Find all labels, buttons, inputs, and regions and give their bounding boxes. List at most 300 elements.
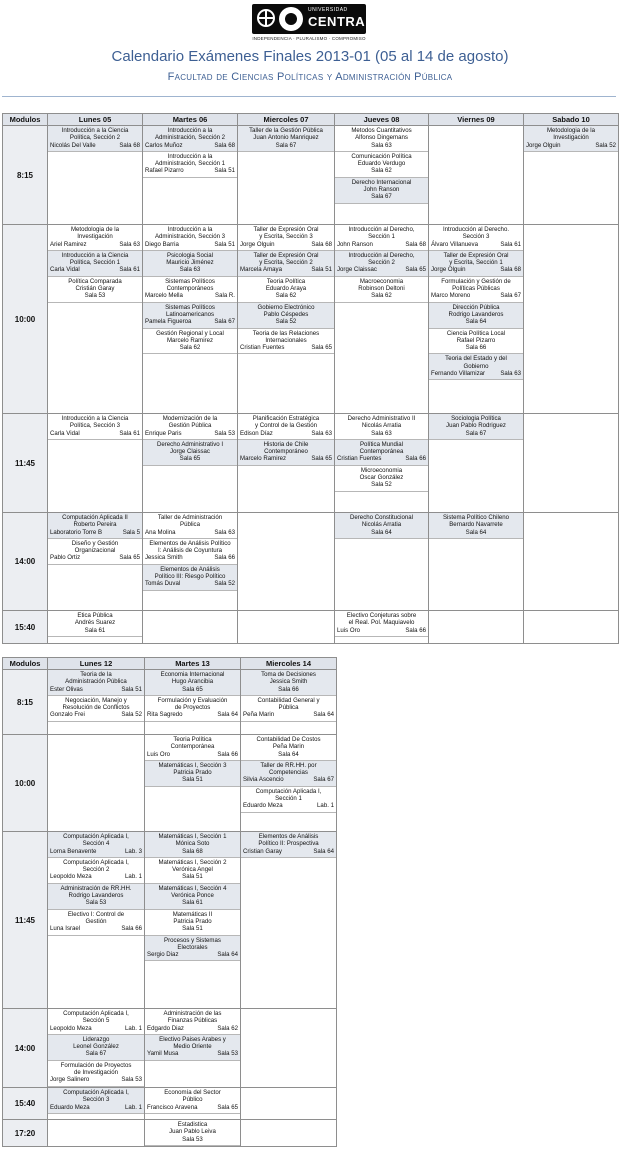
exam-line: de Investigación [73, 1069, 119, 1077]
exam-entry [241, 787, 336, 813]
exam-teacher: Luis Oro [337, 626, 361, 634]
schedule-cell [145, 735, 241, 832]
exam-line: Pública [278, 704, 299, 712]
time-slot-row [3, 1009, 337, 1088]
schedule-cell [524, 126, 619, 225]
exam-room: Lab. 1 [125, 1024, 142, 1032]
exam-teacher: Lorna Benavente [50, 847, 97, 855]
exam-entry [238, 251, 334, 277]
exam-entry [48, 670, 144, 696]
exam-teacher-room [239, 344, 333, 351]
schedule-cell [145, 1009, 241, 1088]
exam-room: Sala 61 [119, 429, 140, 437]
exam-entry [143, 225, 237, 251]
schedule-cell [335, 225, 429, 414]
exam-line: Electivo Paises Arabes y [159, 1035, 226, 1043]
exam-line: Introducción a la Ciencia [61, 415, 129, 422]
exam-line: Introducción a la [167, 226, 213, 233]
exam-line: Pablo Céspedes [263, 310, 309, 318]
exam-line: Contemporánea [170, 743, 215, 751]
exam-line: Procesos y Sistemas [164, 936, 221, 944]
exam-line: Historia de Chile [263, 440, 309, 448]
exam-room: Sala 64 [465, 318, 487, 326]
time-slot-row [3, 126, 619, 225]
column-header-day: Viernes 09 [429, 114, 524, 126]
exam-line: Finanzas Públicas [167, 1017, 218, 1025]
exam-line: Patricia Prado [173, 769, 212, 777]
exam-teacher: Carla Vidal [50, 266, 80, 274]
exam-teacher: Jorge Salinero [50, 1076, 90, 1084]
time-slot-label: 15:40 [3, 611, 48, 644]
exam-teacher-room [49, 686, 143, 693]
schedule-cell [524, 225, 619, 414]
exam-line: Políticas Públicas [452, 285, 500, 293]
exam-teacher: Cristian Fuentes [240, 344, 285, 352]
exam-line: Peña Marin [272, 743, 305, 751]
exam-line: Taller de RR.HH. por [260, 761, 317, 769]
exam-line: Negociación, Manejo y [65, 696, 127, 704]
exam-line: Economía del Sector [164, 1089, 221, 1096]
exam-line: Computación Aplicada II [62, 514, 128, 521]
exam-teacher: Pablo Ortiz [50, 554, 81, 562]
exam-line: Administración Pública [65, 678, 127, 686]
exam-teacher-room [144, 292, 236, 299]
exam-room: Sala 61 [500, 240, 521, 248]
schedule-cell [48, 832, 145, 1009]
schedule-cell [48, 225, 143, 414]
exam-teacher: Edgardo Diaz [147, 1024, 184, 1032]
schedule-cell [48, 1088, 145, 1120]
exam-room: Sala 51 [182, 776, 203, 784]
schedule-cell [145, 832, 241, 1009]
schedule-cell [241, 1120, 337, 1147]
exam-line: Electivo Conjeturas sobre [346, 612, 417, 619]
exam-teacher-room [336, 455, 427, 462]
exam-line: Público [182, 1096, 203, 1104]
exam-room: Sala 68 [500, 266, 521, 274]
page-header [0, 0, 620, 92]
exam-room: Sala 66 [405, 626, 426, 634]
exam-room: Sala 52 [275, 318, 297, 326]
exam-entry [238, 329, 334, 355]
exam-line: Político II: Prospectiva [258, 840, 319, 848]
column-header-modulos: Modulos [3, 114, 48, 126]
schedule-cell [335, 414, 429, 513]
exam-teacher: Carlos Muñoz [145, 141, 183, 149]
exam-teacher: Fernando Villamizar [431, 370, 486, 378]
exam-entry [48, 1088, 144, 1114]
exam-entry [48, 1035, 144, 1061]
schedule-cell [238, 414, 335, 513]
column-header-day: Miercoles 07 [238, 114, 335, 126]
exam-line: Formulación y Evaluación [157, 696, 228, 704]
schedule-cell [429, 414, 524, 513]
exam-line: Elementos de Análisis Político [149, 539, 231, 547]
exam-room: Sala 65 [119, 554, 140, 562]
exam-teacher-room [430, 370, 522, 377]
exam-line: Diseño y Gestión [71, 539, 119, 547]
exam-teacher: Jorge Claissac [337, 266, 377, 274]
column-header-modulos: Modulos [3, 658, 48, 670]
exam-line: Gobierno [463, 362, 489, 370]
exam-entry [143, 539, 237, 565]
exam-line: Alfonso Dingemans [355, 134, 408, 142]
exam-line: Sistemas Políticos [165, 303, 215, 311]
exam-teacher: Pamela Figueroa [145, 318, 192, 326]
exam-entry [145, 1009, 240, 1035]
time-slot-label: 11:45 [3, 414, 48, 513]
exam-room: Sala 64 [371, 528, 392, 536]
exam-teacher-room [49, 1076, 143, 1083]
time-slot-label: 11:45 [3, 832, 48, 1009]
exam-teacher-room [146, 1025, 239, 1032]
exam-line: Derecho Constitucional [349, 514, 413, 521]
page-title: Calendario Exámenes Finales 2013-01 (05 al 14 de agosto) [111, 48, 509, 65]
exam-room: Sala 68 [182, 847, 203, 855]
exam-line: Contabilidad General y [257, 696, 320, 704]
schedule-cell [143, 225, 238, 414]
exam-line: Sección 1 [275, 795, 302, 803]
exam-teacher: Ana Molina [145, 528, 176, 536]
exam-entry [238, 225, 334, 251]
exam-line: Sistema Político Chileno [442, 514, 510, 521]
exam-teacher: Cristian Fuentes [337, 455, 382, 463]
exam-entry [143, 565, 237, 591]
exam-room: Sala 62 [371, 167, 392, 175]
exam-teacher-room [49, 241, 141, 248]
exam-room: Sala 66 [121, 925, 142, 933]
exam-teacher: Leopoldo Meza [50, 1024, 92, 1032]
schedule-cell [48, 513, 143, 611]
exam-line: Dirección Pública [452, 303, 500, 311]
exam-room: Sala 67 [85, 1050, 107, 1058]
schedule-cell [48, 1009, 145, 1088]
exam-entry [48, 277, 142, 303]
schedule-cell [335, 611, 429, 644]
exam-line: Metodologia de la [546, 127, 596, 134]
exam-room: Sala 63 [371, 429, 392, 437]
exam-entry [48, 225, 142, 251]
exam-entry [145, 1120, 240, 1146]
exam-line: y Escrita, Sección 1 [449, 259, 503, 267]
exam-room: Sala 53 [84, 292, 106, 300]
exam-room: Sala 53 [182, 1135, 203, 1143]
exam-room: Sala 67 [214, 318, 235, 326]
exam-line: Jessica Smith [269, 678, 308, 686]
exam-line: y Control de la Gestión [255, 422, 317, 430]
exam-teacher-room [49, 1025, 143, 1032]
exam-teacher-room [144, 580, 236, 587]
exam-entry [143, 513, 237, 539]
exam-teacher-room [49, 529, 141, 536]
exam-teacher: Eduardo Meza [243, 802, 283, 810]
exam-entry [335, 513, 428, 539]
exam-line: Elementos de Análisis [258, 833, 319, 840]
schedule-cell [335, 126, 429, 225]
exam-room: Sala 68 [311, 240, 332, 248]
exam-entry [145, 696, 240, 722]
exam-line: Mauricio Jiménez [166, 259, 214, 267]
exam-room: Sala 65 [179, 455, 201, 463]
exam-room: Sala 68 [214, 141, 235, 149]
exam-entry [145, 1035, 240, 1061]
exam-entry [335, 178, 428, 204]
exam-room: Sala 63 [179, 266, 201, 274]
time-slot-row [3, 735, 337, 832]
exam-line: Introducción a la Ciencia [61, 251, 129, 259]
exam-line: Formulación y Gestión de [441, 277, 511, 285]
exam-entry [238, 126, 334, 152]
exam-line: Estadistica [177, 1121, 208, 1128]
exam-entry [143, 329, 237, 355]
schedule-cell [48, 1120, 145, 1147]
exam-room: Sala 63 [500, 370, 521, 378]
exam-line: Administración, Sección 2 [154, 134, 226, 142]
exam-entry [238, 414, 334, 440]
exam-room: Sala 52 [214, 580, 235, 588]
exam-line: Juan Antonio Manriquez [253, 134, 319, 142]
exam-entry [524, 126, 618, 152]
exam-line: Comunicación Política [351, 152, 412, 160]
exam-room: Sala 61 [182, 899, 203, 907]
exam-line: Sección 1 [368, 233, 395, 241]
exam-entry [335, 440, 428, 466]
exam-entry [143, 414, 237, 440]
exam-teacher-room [49, 266, 141, 273]
exam-entry [143, 440, 237, 466]
exam-line: Marcelo Ramirez [166, 336, 214, 344]
exam-teacher: Laboratorio Torre B [50, 528, 103, 536]
exam-teacher: Jessica Smith [145, 554, 183, 562]
column-header-day: Martes 13 [145, 658, 241, 670]
exam-room: Sala 52 [371, 481, 392, 489]
exam-entry [238, 303, 334, 329]
exam-line: Internacionales [265, 336, 307, 344]
exam-line: Sección 4 [82, 840, 110, 848]
exam-entry [143, 303, 237, 329]
exam-line: Juan Pablo Rodriguez [446, 422, 506, 430]
exam-teacher: Enrique Paris [145, 429, 182, 437]
exam-teacher-room [49, 554, 141, 561]
exam-teacher-room [242, 711, 335, 718]
exam-teacher-room [144, 241, 236, 248]
exam-teacher-room [144, 529, 236, 536]
exam-entry [335, 414, 428, 440]
exam-line: Toma de Decisiones [261, 671, 316, 678]
exam-line: Derecho Internacional [351, 178, 412, 186]
exam-line: Introducción a la [167, 127, 213, 134]
time-slot-row [3, 1088, 337, 1120]
exam-line: Rafael Pizarro [456, 336, 496, 344]
exam-line: Teoria de la [80, 671, 112, 678]
schedule-cell [48, 611, 143, 644]
university-logo [252, 4, 374, 34]
exam-line: Microeconomia [360, 466, 403, 474]
exam-line: Contemporáneo [264, 448, 308, 456]
exam-teacher: Nicolás Del Valle [50, 141, 96, 149]
exam-entry [48, 513, 142, 539]
exam-teacher: Diego Barria [145, 240, 179, 248]
schedule-cell [524, 611, 619, 644]
logo-text-main: CENTRAL [308, 14, 374, 29]
exam-teacher: Marco Moreno [431, 292, 471, 300]
exam-line: Matemáticas I, Sección 1 [158, 833, 227, 840]
exam-line: Hugo Arancibia [171, 678, 214, 686]
schedule-cell [241, 670, 337, 735]
exam-entry [48, 696, 144, 722]
exam-line: Introducción al Derecho, [348, 226, 415, 233]
exam-room: Sala 67 [371, 193, 392, 201]
exam-entry [48, 126, 142, 152]
exam-entry [145, 670, 240, 696]
schedule-cell [48, 414, 143, 513]
exam-entry [145, 735, 240, 761]
exam-room: Sala 51 [214, 240, 235, 248]
exam-room: Sala 63 [214, 528, 235, 536]
exam-line: Administración, Sección 1 [154, 160, 226, 168]
exam-entry [335, 466, 428, 492]
schedule-cell [238, 225, 335, 414]
exam-line: Gestión Regional y Local [156, 329, 224, 337]
exam-teacher-room [242, 802, 335, 809]
exam-line: Etica Pública [77, 612, 113, 619]
exam-entry [145, 1088, 240, 1114]
exam-room: Sala 67 [275, 141, 297, 149]
exam-line: Derecho Administrativo I [156, 440, 224, 448]
exam-line: Medio Oriente [173, 1043, 212, 1051]
exam-teacher: Rita Sagredo [147, 711, 183, 719]
exam-line: Planificación Estratégica [252, 415, 320, 422]
exam-room: Sala 51 [182, 873, 203, 881]
exam-line: Electorales [177, 943, 208, 951]
exam-teacher-room [144, 554, 236, 561]
exam-line: Sección 2 [368, 259, 395, 267]
schedule-cell [238, 126, 335, 225]
schedule-cell [143, 414, 238, 513]
exam-room: Sala 62 [275, 292, 297, 300]
exam-line: Elementos de Análisis [160, 565, 220, 573]
exam-room: Sala 64 [217, 711, 238, 719]
exam-line: Formulación de Proyectos [60, 1061, 132, 1069]
exam-entry [143, 277, 237, 303]
exam-teacher-room [430, 266, 522, 273]
exam-entry [335, 611, 428, 637]
exam-entry [48, 414, 142, 440]
exam-room: Sala 62 [217, 1024, 238, 1032]
exam-entry [429, 277, 523, 303]
exam-teacher: Francisco Aravena [147, 1103, 198, 1111]
exam-line: Política, Sección 1 [69, 259, 121, 267]
exam-teacher: Gonzalo Frei [50, 711, 85, 719]
exam-line: Electivo I: Control de [67, 910, 125, 918]
exam-line: Organizacional [74, 547, 116, 555]
schedule-cell [238, 611, 335, 644]
exam-teacher-room [525, 142, 617, 149]
exam-teacher-room [146, 751, 239, 758]
exam-line: Contemporáneos [166, 285, 214, 293]
exam-room: Sala 65 [311, 344, 332, 352]
exam-room: Lab. 1 [317, 802, 334, 810]
exam-teacher-room [144, 318, 236, 325]
exam-line: Sociologia Política [451, 415, 501, 422]
schedule-cell [241, 1088, 337, 1120]
exam-teacher: Sergio Diaz [147, 951, 179, 959]
exam-line: Verónica Ponce [171, 892, 214, 900]
exam-teacher-room [49, 711, 143, 718]
exam-line: Introducción al Derecho. [442, 226, 510, 233]
exam-entry [241, 832, 336, 858]
exam-room: Sala 64 [313, 847, 334, 855]
exam-line: Político III: Riesgo Político [154, 573, 226, 581]
time-slot-label: 10:00 [3, 735, 48, 832]
schedule-cell [143, 513, 238, 611]
time-slot-label: 8:15 [3, 670, 48, 735]
header-row [3, 658, 337, 670]
schedule-cell [524, 513, 619, 611]
exam-room: Sala 66 [465, 344, 487, 352]
exam-line: Rodrigo Lavanderos [448, 310, 504, 318]
exam-teacher-room [336, 266, 427, 273]
schedule-cell [241, 832, 337, 1009]
exam-line: Introducción a la [167, 152, 213, 160]
exam-teacher: Marcelo Ramirez [240, 455, 287, 463]
exam-teacher-room [49, 430, 141, 437]
exam-entry [335, 251, 428, 277]
schedule-cell [335, 513, 429, 611]
column-header-day: Miercoles 14 [241, 658, 337, 670]
column-header-day: Jueves 08 [335, 114, 429, 126]
exam-line: Nicolás Arratia [361, 521, 402, 529]
exam-line: Matemáticas I, Sección 2 [158, 858, 227, 866]
page-subtitle: Facultad de Ciencias Políticas y Administración Pública [167, 71, 453, 83]
exam-room: Sala 51 [311, 266, 332, 274]
exam-entry [145, 858, 240, 884]
exam-entry [429, 251, 523, 277]
exam-room: Sala 62 [371, 292, 392, 300]
exam-teacher: Eduardo Meza [50, 1103, 90, 1111]
exam-teacher: Tomás Duval [145, 580, 181, 588]
exam-line: Taller de Expresión Oral [443, 251, 509, 259]
exam-entry [48, 884, 144, 910]
exam-entry [48, 251, 142, 277]
exam-line: Sección 3 [462, 233, 490, 241]
exam-teacher: Edison Díaz [240, 429, 273, 437]
exam-entry [143, 126, 237, 152]
time-slot-row [3, 225, 619, 414]
exam-room: Sala 53 [121, 1076, 142, 1084]
exam-line: Roberto Pereira [73, 521, 117, 529]
exam-line: Contemporánea [359, 448, 404, 456]
exam-teacher-room [239, 266, 333, 273]
exam-teacher-room [49, 142, 141, 149]
exam-teacher-room [430, 292, 522, 299]
exam-line: Latinoamericanos [165, 310, 215, 318]
exam-line: Matemáticas I, Sección 4 [158, 884, 227, 892]
exam-line: Computación Aplicada I, [63, 1089, 129, 1096]
exam-room: Sala 66 [214, 554, 235, 562]
exam-room: Lab. 3 [125, 847, 142, 855]
exam-teacher-room [239, 455, 333, 462]
exam-teacher-room [49, 1104, 143, 1111]
exam-entry [143, 152, 237, 178]
exam-line: Sección 5 [82, 1017, 110, 1025]
exam-entry [335, 152, 428, 178]
exam-teacher: Silvia Ascencio [243, 776, 284, 784]
exam-teacher: Marcelo Mella [145, 292, 183, 300]
exam-entry [48, 611, 142, 637]
schedule-cell [241, 735, 337, 832]
exam-room: Sala 64 [217, 951, 238, 959]
